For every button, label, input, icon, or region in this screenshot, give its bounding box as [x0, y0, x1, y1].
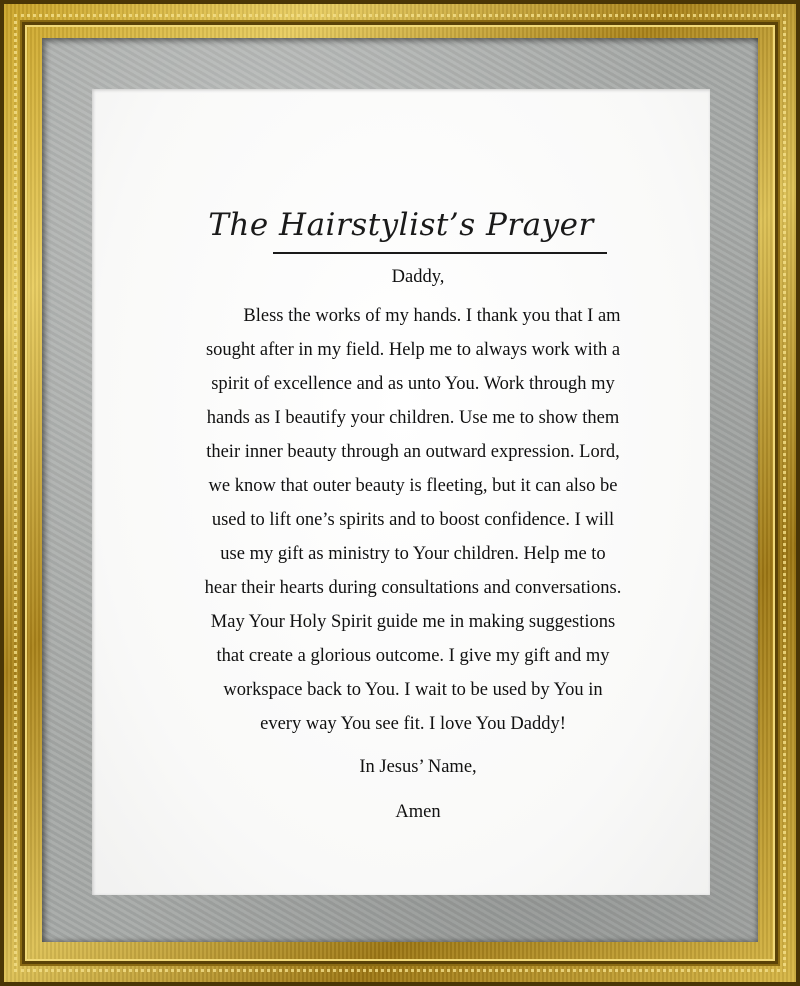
body-line: sought after in my field. Help me to always work with a [205, 340, 621, 360]
gray-mat-board [42, 38, 758, 942]
salutation: Daddy, [391, 267, 445, 287]
body-line: Bless the works of my hands. I thank you that I am [243, 306, 621, 326]
body-line: that create a glorious outcome. I give my gift and my [216, 646, 610, 666]
body-line: we know that outer beauty is fleeting, but it can also be [208, 476, 618, 496]
closing: In Jesus’ Name, [359, 757, 477, 777]
title-underline [273, 252, 607, 254]
body-line: their inner beauty through an outward expression. Lord, [206, 442, 620, 462]
prayer-paper [92, 89, 710, 895]
body-line: hear their hearts during consultations and conversations. [204, 578, 622, 598]
body-line: May Your Holy Spirit guide me in making suggestions [210, 612, 616, 632]
body-line: spirit of excellence and as unto You. Work through my [211, 374, 615, 394]
body-line: hands as I beautify your children. Use me to show them [206, 408, 620, 428]
body-line: used to lift one’s spirits and to boost confidence. I will [211, 510, 615, 530]
signoff-amen: Amen [395, 802, 441, 822]
prayer-title: The Hairstylist’s Prayer [208, 207, 594, 243]
body-line: workspace back to You. I wait to be used by You in [223, 680, 603, 700]
body-line: use my gift as ministry to Your children. Help me to [220, 544, 606, 564]
body-line: every way You see fit. I love You Daddy! [260, 714, 566, 734]
